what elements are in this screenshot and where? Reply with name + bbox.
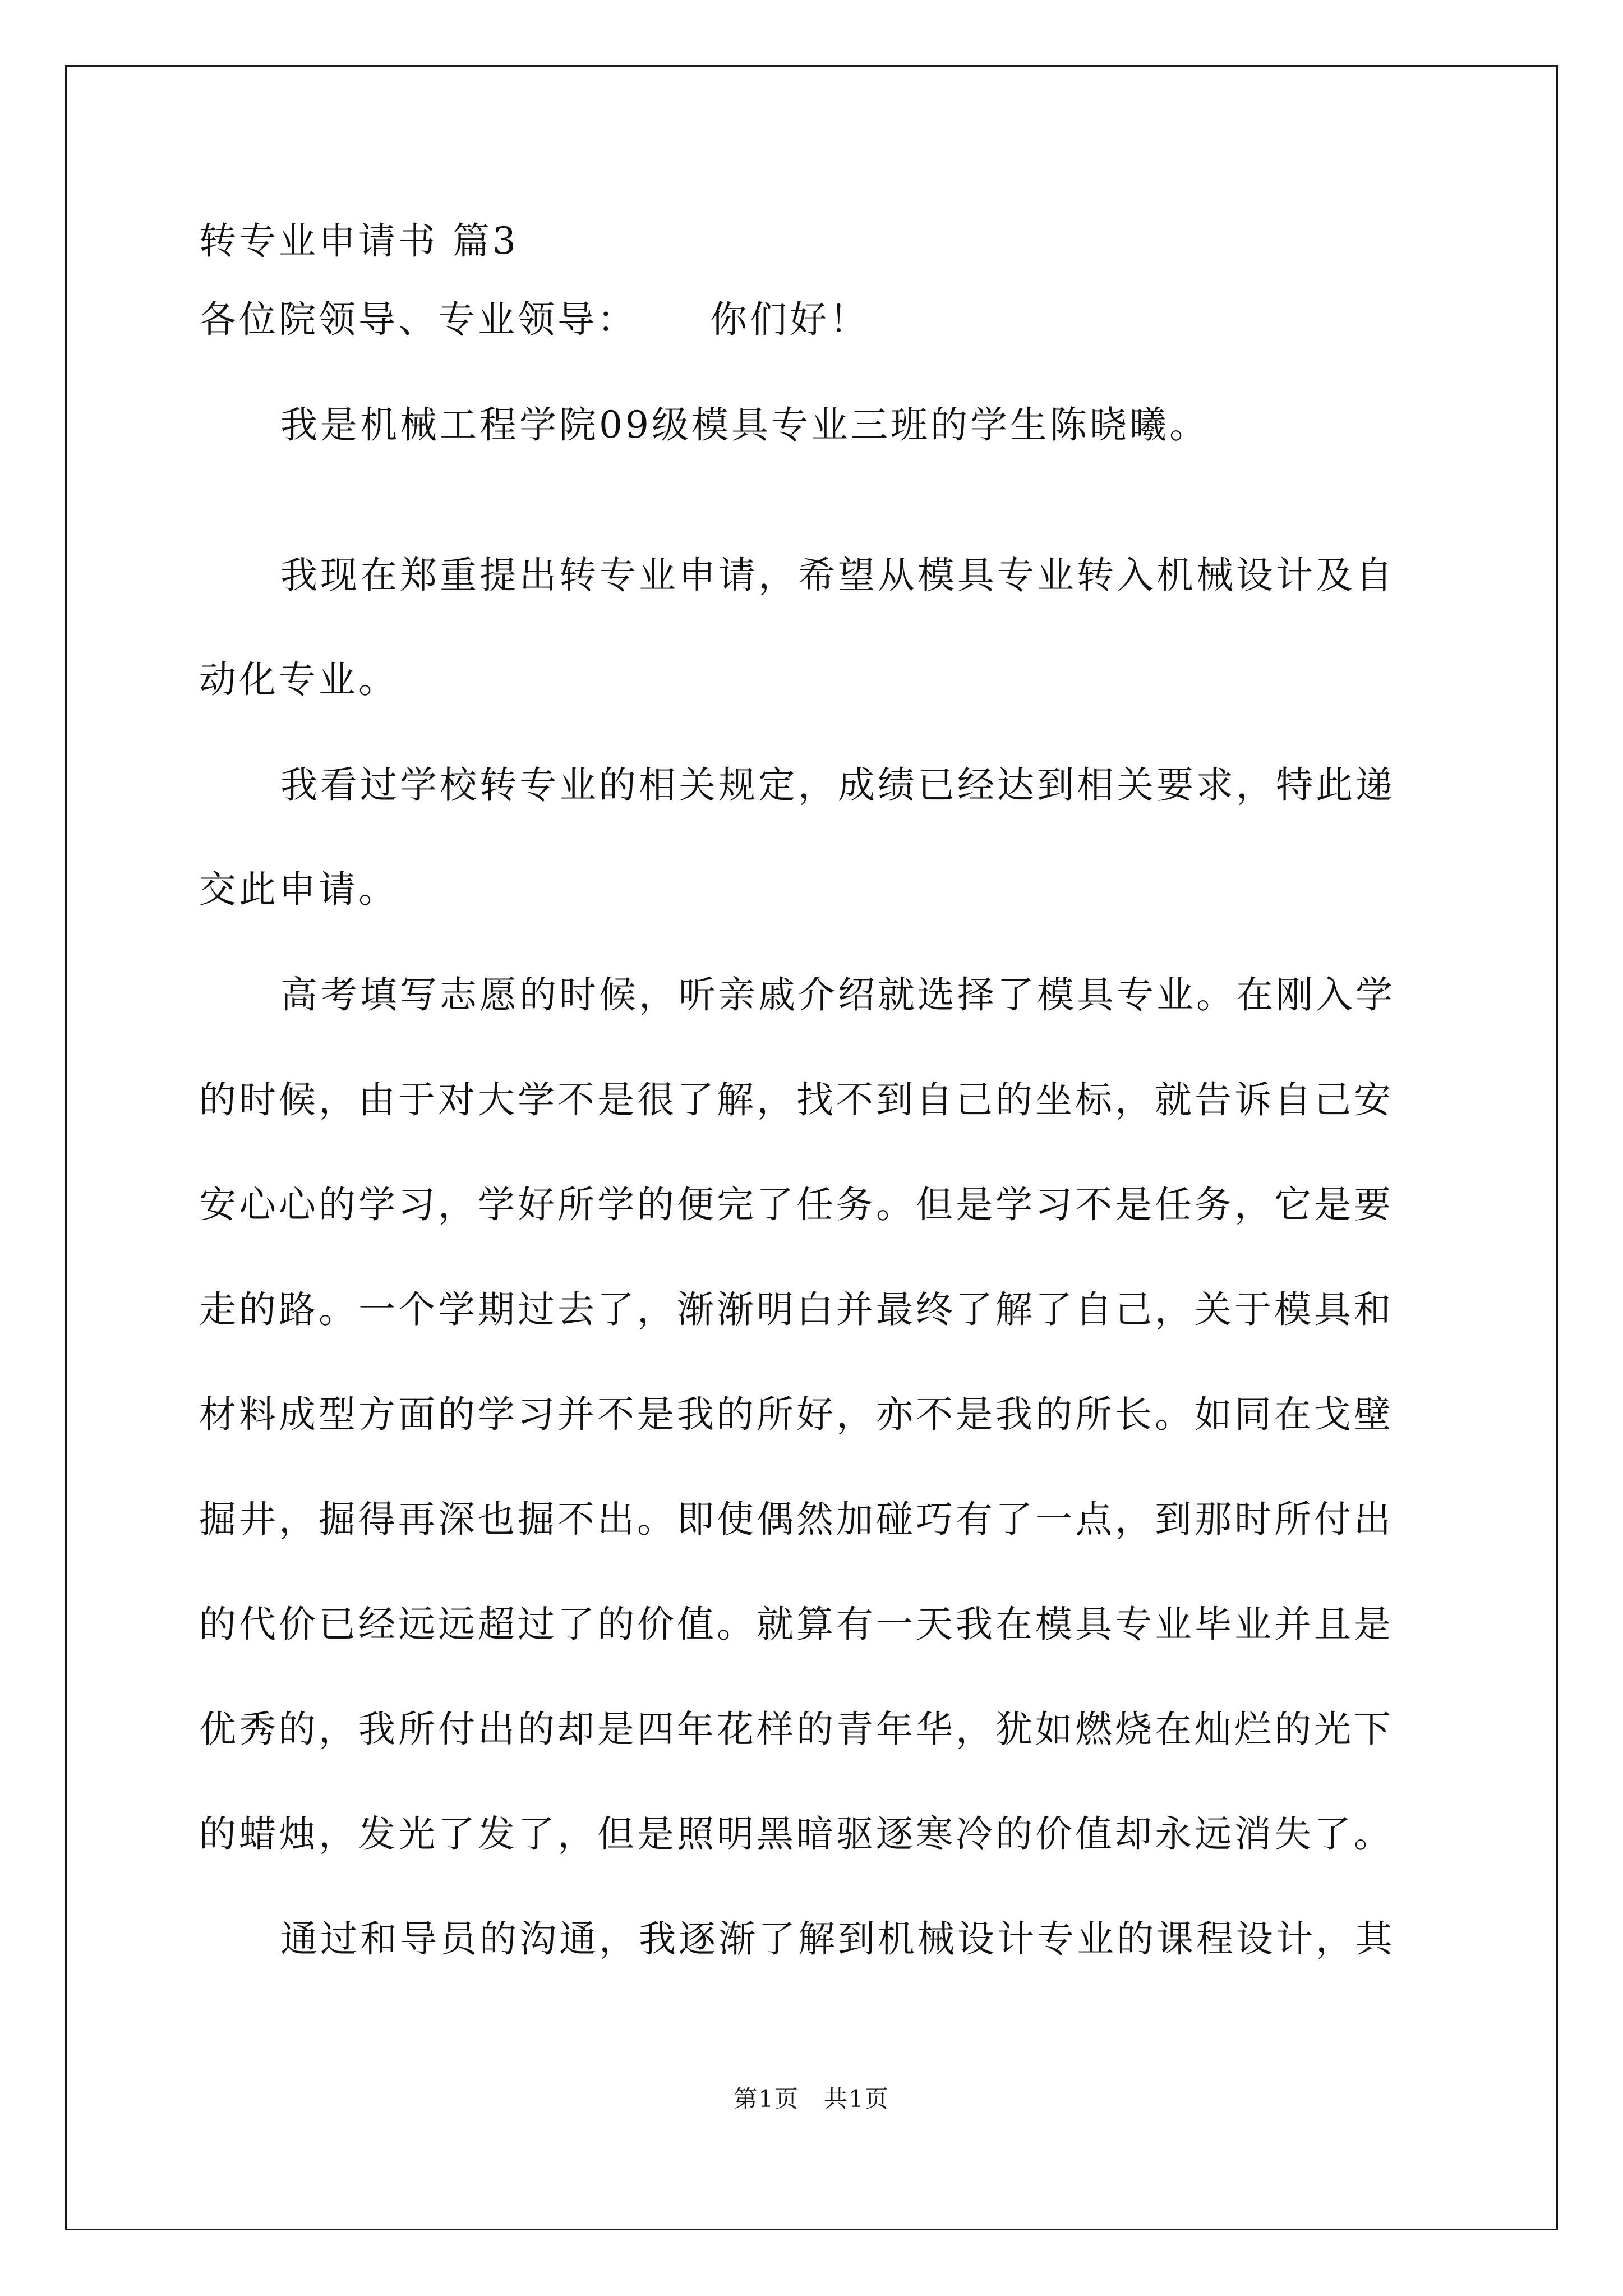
document-title: 转专业申请书 篇3 xyxy=(199,219,519,263)
paragraph-line: 我是机械工程学院09级模具专业三班的学生陈晓曦。 xyxy=(280,403,1209,447)
paragraph-line: 的蜡烛，发光了发了，但是照明黑暗驱逐寒冷的价值却永远消失了。 xyxy=(199,1812,1394,1856)
paragraph-line: 优秀的，我所付出的却是四年花样的青年华，犹如燃烧在灿烂的光下 xyxy=(199,1708,1394,1751)
paragraph-line: 安心心的学习，学好所学的便完了任务。但是学习不是任务，它是要 xyxy=(199,1183,1394,1226)
salutation-recipients: 各位院领导、专业领导： xyxy=(199,298,637,341)
paragraph-line: 的时候，由于对大学不是很了解，找不到自己的坐标，就告诉自己安 xyxy=(199,1078,1394,1121)
paragraph-line: 我看过学校转专业的相关规定，成绩已经达到相关要求，特此递 xyxy=(280,763,1395,807)
paragraph-line: 高考填写志愿的时候，听亲戚介绍就选择了模具专业。在刚入学 xyxy=(280,973,1395,1016)
salutation-greeting: 你们好！ xyxy=(710,298,869,341)
paragraph-line: 我现在郑重提出转专业申请，希望从模具专业转入机械设计及自 xyxy=(280,554,1395,597)
paragraph-line: 的代价已经远远超过了的价值。就算有一天我在模具专业毕业并且是 xyxy=(199,1603,1394,1646)
paragraph-line: 通过和导员的沟通，我逐渐了解到机械设计专业的课程设计，其 xyxy=(280,1917,1395,1961)
paragraph-line: 掘井，掘得再深也掘不出。即使偶然加碰巧有了一点，到那时所付出 xyxy=(199,1498,1394,1541)
paragraph-line: 走的路。一个学期过去了，渐渐明白并最终了解了自己，关于模具和 xyxy=(199,1288,1394,1331)
paragraph-line: 动化专业。 xyxy=(199,658,398,701)
paragraph-line: 材料成型方面的学习并不是我的所好，亦不是我的所长。如同在戈壁 xyxy=(199,1393,1394,1436)
page-number: 第1页 共1页 xyxy=(734,2085,889,2113)
page-border xyxy=(65,65,1558,2230)
paragraph-line: 交此申请。 xyxy=(199,868,398,911)
salutation xyxy=(199,297,869,342)
